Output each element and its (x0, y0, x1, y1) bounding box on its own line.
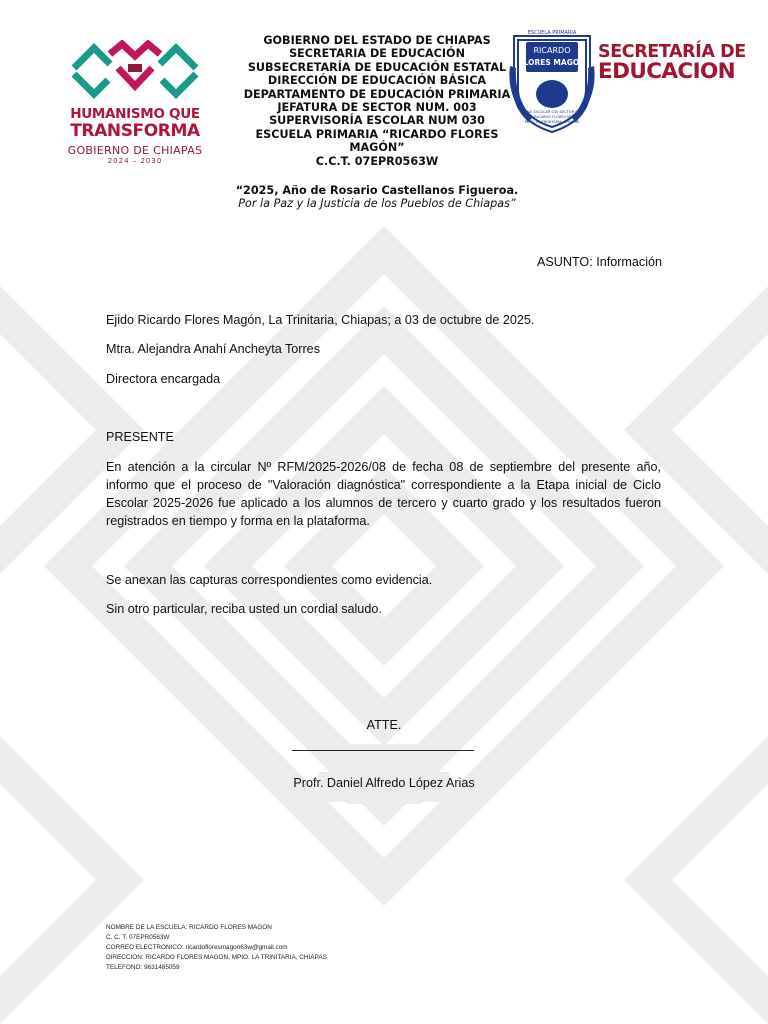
secretaria-educacion-logo (598, 42, 748, 82)
humanismo-line1: HUMANISMO QUE (70, 106, 200, 122)
header-line: ESCUELA PRIMARIA “RICARDO FLORES MAGÓN” (255, 127, 499, 155)
footer-line: DIRECCION: RICARDO FLORES MAGON, MPIO. LA TRINITARIA, CHIAPAS (106, 954, 327, 961)
presente: PRESENTE (106, 430, 174, 444)
saludo: Sin otro particular, reciba usted un cordial saludo. (106, 602, 382, 616)
humanismo-logo (60, 40, 210, 180)
header-line: DEPARTAMENTO DE EDUCACIÓN PRIMARIA (243, 87, 511, 101)
seal-bottom-line3: MPIO. LA TRINITARIA, CHIAPAS (524, 120, 580, 124)
header-line: JEFATURA DE SECTOR NUM. 003 (277, 101, 477, 115)
sec-logo-line2: EDUCACION (598, 59, 736, 84)
seal-top-text: ESCUELA PRIMARIA (527, 30, 577, 36)
sec-logo-line1: SECRETARÍA DE (598, 42, 746, 62)
destinatario-nombre: Mtra. Alejandra Anahí Ancheyta Torres (106, 342, 320, 356)
year-motto (200, 184, 554, 210)
footer-line: TELEFONO: 9631485059 (106, 964, 180, 971)
footer-line: C. C. T. 07EPR0563W (106, 934, 170, 941)
motto-year: “2025, Año de Rosario Castellanos Figueroa. (235, 184, 519, 197)
seal-bottom-line2: EJIDO RICARDO FLORES MAGON (523, 115, 581, 119)
firmante: Profr. Daniel Alfredo López Arias (293, 776, 475, 790)
signature-line (292, 750, 474, 752)
header-line: DIRECCIÓN DE EDUCACIÓN BÁSICA (267, 74, 487, 88)
humanismo-emblem-icon (60, 40, 210, 102)
humanismo-line2: TRANSFORMA (70, 121, 200, 141)
anexo-nota: Se anexan las capturas correspondientes como evidencia. (106, 573, 433, 587)
seal-name-line2: FLORES MAGON (518, 58, 586, 67)
header-line: SUBSECRETARÍA DE EDUCACIÓN ESTATAL (247, 60, 507, 74)
atte: ATTE. (366, 718, 402, 732)
fecha-lugar: Ejido Ricardo Flores Magón, La Trinitaria, Chiapas; a 03 de octubre de 2025. (106, 313, 535, 327)
motto-sub: Por la Paz y la Justicia de los Pueblos de Chiapas” (238, 197, 516, 210)
gobierno-years-text: 2024 – 2030 (107, 157, 163, 165)
seal-name-line1: RICARDO (533, 46, 571, 55)
footer-line: CORREO ELECTRONICO: ricardofloresmagon63w@gmail.com (106, 944, 288, 951)
header-line: C.C.T. 07EPR0563W (315, 154, 439, 168)
footer-contact (106, 923, 327, 973)
asunto: ASUNTO: Información (536, 255, 662, 269)
cuerpo-parrafo: En atención a la circular Nº RFM/2025-2026/08 de fecha 08 de septiembre del presente año, informo que el proceso de "Valoración diagnóstica" correspondiente a la Etapa inicial de Ciclo Escolar 2025-2026 fue aplicado a los alumnos de tercero y cuarto grado y los resultados fueron registrados en tiempo y forma en la plataforma. (106, 460, 661, 528)
school-seal-icon (508, 26, 596, 136)
header-line: SECRETARIA DE EDUCACIÓN (289, 47, 465, 61)
header-line: GOBIERNO DEL ESTADO DE CHIAPAS (263, 34, 491, 47)
seal-bottom-line1: ZONA ESCOLAR 030 SECTOR 003 (521, 110, 583, 114)
gobierno-chiapas-text: GOBIERNO DE CHIAPAS (67, 144, 203, 157)
institution-header (238, 34, 516, 168)
header-line: SUPERVISORÍA ESCOLAR NUM 030 (269, 114, 485, 128)
destinatario-cargo: Directora encargada (106, 372, 221, 386)
footer-line: NOMBRE DE LA ESCUELA: RICARDO FLORES MAGON (106, 924, 272, 931)
